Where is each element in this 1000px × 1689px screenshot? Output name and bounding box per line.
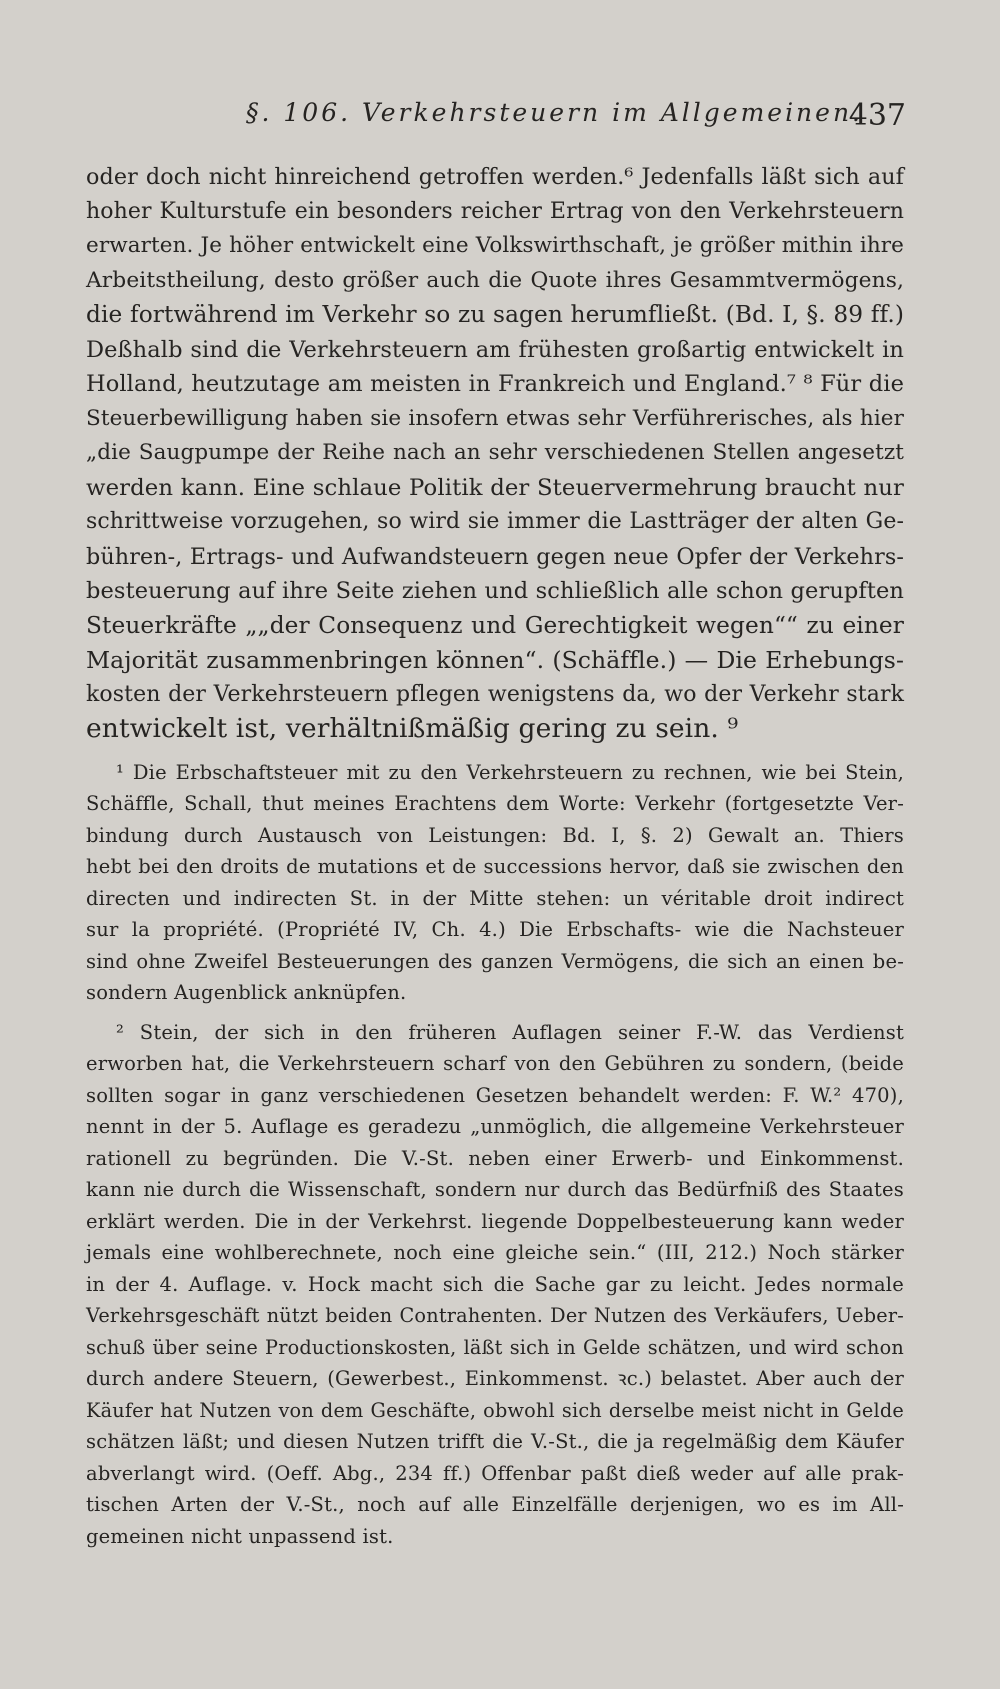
main-paragraph (86, 160, 904, 747)
footnote-line: directen und indirecten St. in der Mitte stehen: un véritable droit indirect (86, 886, 904, 910)
footnote-line: rationell zu begründen. Die V.-St. neben einer Erwerb- und Einkommenst. (86, 1146, 904, 1170)
text-line: „die Saugpumpe der Reihe nach an sehr verschiedenen Stellen angesetzt (86, 440, 904, 465)
footnote-line: erklärt werden. Die in der Verkehrst. liegende Doppelbesteuerung kann weder (86, 1209, 904, 1233)
footnote-line: sollten sogar in ganz verschiedenen Gesetzen behandelt werden: F. W.² 470), (86, 1083, 904, 1107)
text-line: Arbeitstheilung, desto größer auch die Quote ihres Gesammtvermögens, (86, 267, 904, 293)
footnote-line: gemeinen nicht unpassend ist. (86, 1524, 394, 1548)
footnote-line: sind ohne Zweifel Besteuerungen des ganzen Vermögens, die sich an einen be- (86, 949, 904, 973)
text-line: besteuerung auf ihre Seite ziehen und schließlich alle schon gerupften (86, 578, 904, 604)
text-line: kosten der Verkehrsteuern pflegen wenigstens da, wo der Verkehr stark (86, 681, 904, 707)
footnote-line: in der 4. Auflage. v. Hock macht sich die Sache gar zu leicht. Jedes normale (86, 1272, 904, 1296)
text-line: bühren-, Ertrags- und Aufwandsteuern gegen neue Opfer der Verkehrs- (86, 543, 904, 570)
footnote-line: abverlangt wird. (Oeff. Abg., 234 ff.) Offenbar paßt dieß weder auf alle prak- (86, 1461, 904, 1485)
text-line: Steuerbewilligung haben sie insofern etwas sehr Verführerisches, als hier (86, 405, 904, 431)
footnotes (86, 757, 904, 1553)
text-line: Steuerkräfte „„der Consequenz und Gerechtigkeit wegen““ zu einer (86, 611, 904, 639)
text-line: Deßhalb sind die Verkehrsteuern am frühesten großartig entwickelt in (86, 336, 904, 363)
text-line: hoher Kulturstufe ein besonders reicher Ertrag von den Verkehrsteuern (86, 198, 904, 224)
text-line: Holland, heutzutage am meisten in Frankreich und England.⁷ ⁸ Für die (86, 371, 904, 397)
footnote-line: jemals eine wohlberechnete, noch eine gleiche sein.“ (III, 212.) Noch stärker (86, 1241, 904, 1264)
page-number: 437 (848, 98, 906, 133)
footnote-line: erworben hat, die Verkehrsteuern scharf von den Gebühren zu sondern, (beide (86, 1052, 904, 1075)
text-line: schrittweise vorzugehen, so wird sie immer die Lastträger der alten Ge- (86, 509, 904, 534)
footnote-line: schuß über seine Productionskosten, läßt sich in Gelde schätzen, und wird schon (86, 1335, 904, 1359)
text-line: die fortwährend im Verkehr so zu sagen herumfließt. (Bd. I, §. 89 ff.) (86, 301, 904, 328)
footnote-line: ² Stein, der sich in den früheren Auflagen seiner F.-W. das Verdienst (116, 1020, 904, 1044)
text-line: oder doch nicht hinreichend getroffen werden.⁶ Jedenfalls läßt sich auf (86, 164, 904, 190)
footnote-line: durch andere Steuern, (Gewerbest., Einkommenst. ꝛc.) belastet. Aber auch der (86, 1367, 904, 1390)
page-header (86, 98, 906, 142)
footnote-line: bindung durch Austausch von Leistungen: Bd. I, §. 2) Gewalt an. Thiers (86, 823, 904, 847)
footnote-line: Käufer hat Nutzen von dem Geschäfte, obwohl sich derselbe meist nicht in Gelde (86, 1398, 904, 1422)
footnote-line: nennt in der 5. Auflage es geradezu „unmöglich, die allgemeine Verkehrsteuer (86, 1115, 904, 1138)
footnote-line: kann nie durch die Wissenschaft, sondern nur durch das Bedürfniß des Staates (86, 1178, 904, 1201)
body-text (86, 160, 904, 1552)
text-line: entwickelt ist, verhältnißmäßig gering zu sein. ⁹ (86, 713, 739, 744)
text-line: werden kann. Eine schlaue Politik der Steuervermehrung braucht nur (86, 474, 904, 501)
footnote-2 (86, 1017, 904, 1553)
text-line: erwarten. Je höher entwickelt eine Volkswirthschaft, je größer mithin ihre (86, 233, 904, 258)
footnote-line: hebt bei den droits de mutations et de successions hervor, daß sie zwischen den (86, 855, 904, 878)
footnote-line: sur la propriété. (Propriété IV, Ch. 4.) Die Erbschafts- wie die Nachsteuer (86, 918, 904, 941)
running-title: §. 106. Verkehrsteuern im Allgemeinen. (246, 98, 864, 127)
footnote-1 (86, 757, 904, 1009)
footnote-line: tischen Arten der V.-St., noch auf alle Einzelfälle derjenigen, wo es im All- (86, 1493, 904, 1516)
text-line: Majorität zusammenbringen können“. (Schäffle.) — Die Erhebungs- (86, 646, 904, 674)
footnote-line: Verkehrsgeschäft nützt beiden Contrahenten. Der Nutzen des Verkäufers, Ueber- (86, 1304, 904, 1327)
footnote-line: ¹ Die Erbschaftsteuer mit zu den Verkehrsteuern zu rechnen, wie bei Stein, (116, 760, 904, 784)
footnote-line: schätzen läßt; und diesen Nutzen trifft die V.-St., die ja regelmäßig dem Käufer (86, 1430, 904, 1453)
footnote-line: sondern Augenblick anknüpfen. (86, 981, 407, 1004)
footnote-separator (86, 1009, 904, 1017)
footnote-line: Schäffle, Schall, thut meines Erachtens dem Worte: Verkehr (fortgesetzte Ver- (86, 792, 904, 815)
